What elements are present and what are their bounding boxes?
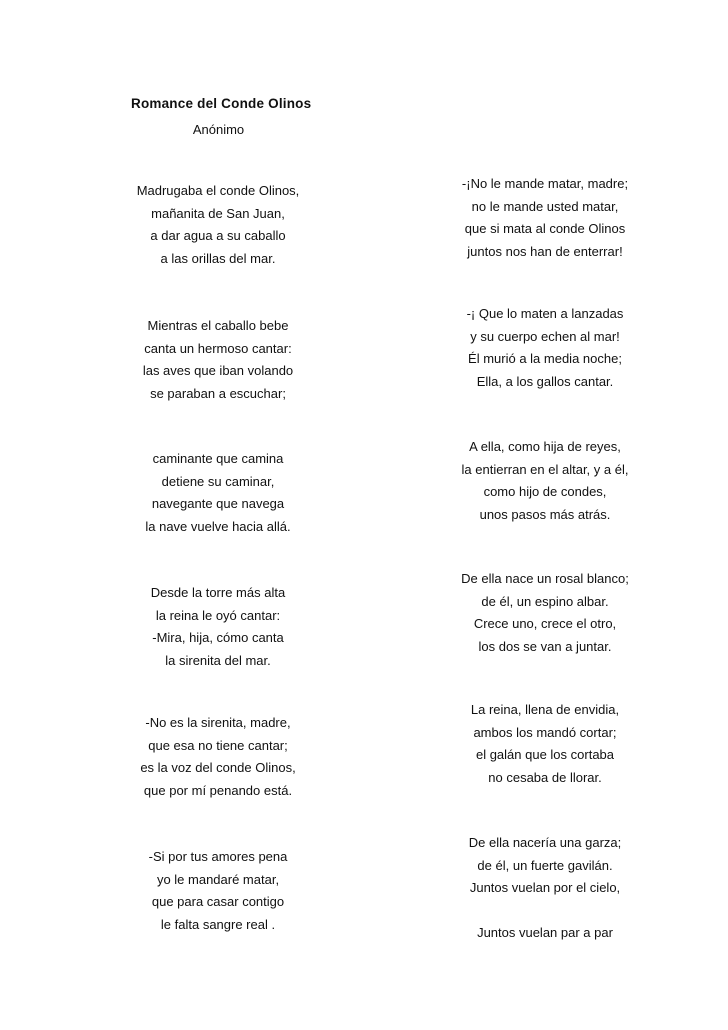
verse-line: le falta sangre real . [160,916,276,932]
verse-line: juntos nos han de enterrar! [467,243,623,259]
verse-line: no le mande usted matar, [471,198,619,214]
verse-line: los dos se van a juntar. [478,638,612,654]
verse-line: no cesaba de llorar. [488,769,602,785]
verse-line: De ella nacería una garza; [468,835,622,850]
verse-line: Él murió a la media noche; [468,351,622,366]
verse-line: unos pasos más atrás. [479,506,611,522]
verse-line: Juntos vuelan por el cielo, [469,880,621,895]
poem-author: Anónimo [192,122,245,137]
stanza [454,436,636,526]
verse-line: Juntos vuelan par a par [477,925,613,940]
verse-line: el galán que los cortaba [475,747,615,762]
verse-line: la nave vuelve hacia allá. [145,518,291,534]
verse-line: La reina, llena de envidia, [470,702,620,717]
verse-line: a las orillas del mar. [160,250,276,266]
verse-line: -Mira, hija, cómo canta [152,630,284,645]
verse-line: detiene su caminar, [161,473,275,489]
stanza [454,568,636,658]
stanza [128,712,308,802]
stanza [454,832,636,945]
verse-line: la entierran en el altar, y a él, [461,461,629,477]
verse-line: que esa no tiene cantar; [148,737,288,753]
verse-line: Ella, a los gallos cantar. [476,373,614,389]
verse-line [454,900,636,923]
verse-line: Desde la torre más alta [150,585,286,600]
verse-line: de él, un espino albar. [481,593,609,609]
verse-line: Madrugaba el conde Olinos, [136,183,300,198]
verse-line: A ella, como hija de reyes, [469,439,621,454]
verse-line: es la voz del conde Olinos, [140,760,296,775]
verse-line: a dar agua a su caballo [150,228,286,243]
poem-title: Romance del Conde Olinos [131,96,312,111]
verse-line: y su cuerpo echen al mar! [470,328,620,344]
verse-line: Crece uno, crece el otro, [473,616,617,631]
verse-line: que si mata al conde Olinos [464,221,626,236]
stanza [128,315,308,405]
verse-line: -Si por tus amores pena [148,849,288,864]
verse-line: canta un hermoso cantar: [144,340,292,356]
stanza [454,699,636,789]
verse-line: Mientras el caballo bebe [147,318,289,333]
verse-line: -No es la sirenita, madre, [145,715,291,730]
verse-line: ambos los mandó cortar; [473,724,617,740]
stanza [128,846,308,936]
verse-line: De ella nace un rosal blanco; [461,571,629,586]
verse-line: la sirenita del mar. [165,652,271,668]
verse-line: la reina le oyó cantar: [155,607,281,623]
stanza [454,173,636,263]
verse-line: navegante que navega [151,496,285,511]
verse-line: caminante que camina [152,451,284,466]
verse-line: -¡ Que lo maten a lanzadas [466,306,624,321]
stanza [128,582,308,672]
stanza [454,303,636,393]
verse-line: las aves que iban volando [142,363,294,378]
verse-line: de él, un fuerte gavilán. [477,857,613,873]
stanza [128,180,308,270]
verse-line: se paraban a escuchar; [150,385,286,401]
verse-line: como hijo de condes, [483,484,607,499]
verse-line: yo le mandaré matar, [156,871,280,887]
stanza [128,448,308,538]
verse-line: mañanita de San Juan, [151,205,285,221]
verse-line: -¡No le mande matar, madre; [461,176,629,191]
verse-line: que por mí penando está. [143,782,293,798]
verse-line: que para casar contigo [151,894,285,909]
